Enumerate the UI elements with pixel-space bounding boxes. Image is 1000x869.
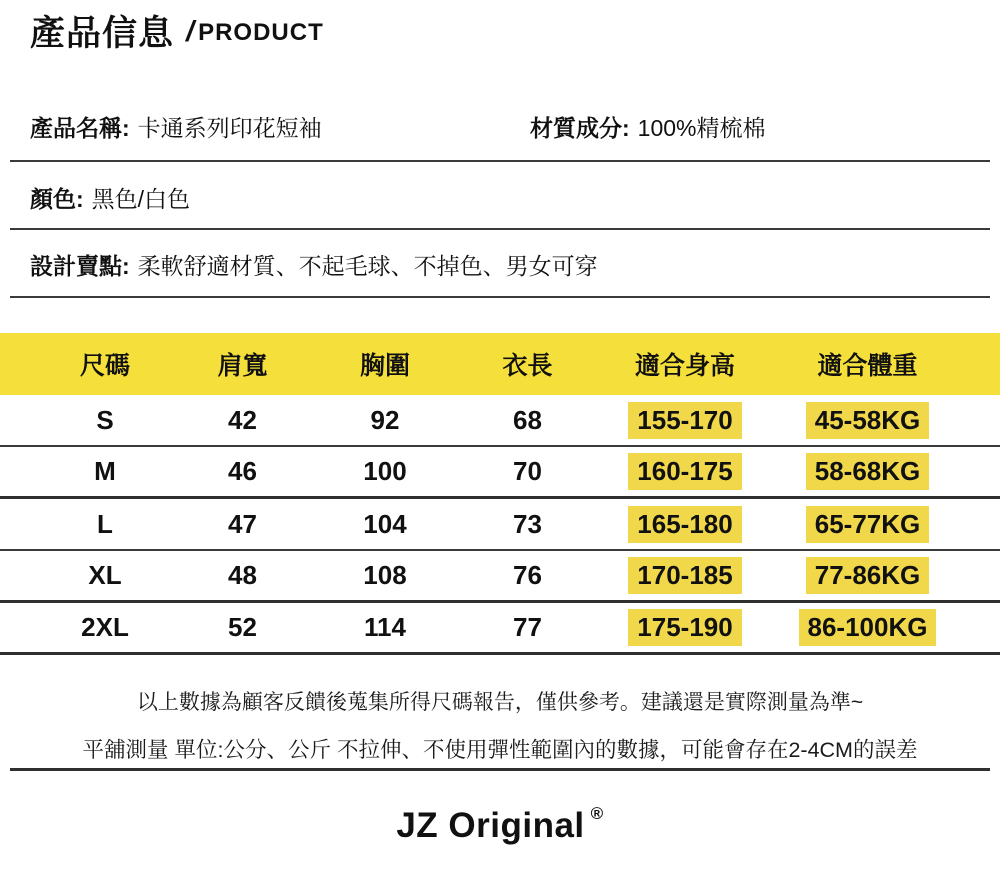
shoulder-cell: 42 [228,404,257,435]
registered-trademark-icon: ® [590,804,604,823]
length-cell: 70 [513,456,542,486]
size-cell: S [96,404,114,435]
height-highlight: 155-170 [628,402,741,439]
title-slash-separator: / [186,15,195,48]
table-row-l [0,499,1000,551]
product-name-pair [30,112,322,144]
length-cell: 76 [513,560,542,590]
size-cell: L [97,508,113,539]
material-label: 材質成分: [530,115,630,141]
length-cell: 73 [513,508,542,539]
height-highlight: 175-190 [628,609,741,646]
size-cell: XL [88,560,122,590]
column-header-height: 適合身高 [634,352,735,380]
size-table [0,333,1000,655]
chest-cell: 108 [363,560,407,590]
table-row-xl [0,551,1000,603]
chest-cell: 114 [364,612,406,642]
height-cell [595,609,775,646]
column-header-weight: 適合體重 [817,352,918,380]
column-header-size: 尺碼 [79,352,130,380]
shoulder-cell: 46 [228,456,257,486]
divider-rule [10,160,990,162]
info-row-product-name [30,112,970,144]
material-value: 100%精梳棉 [637,115,766,141]
disclaimer-note-2: 平舖測量 單位:公分、公斤 不拉伸、不使用彈性範圍內的數據，可能會存在2-4CM的誤差 [82,738,918,762]
shoulder-cell: 48 [228,560,257,590]
footer-rule [10,768,990,771]
page-title-chinese: 產品信息 [30,14,175,53]
product-name-label: 產品名稱: [30,115,130,141]
column-header-chest: 胸圍 [359,352,410,380]
height-highlight: 160-175 [628,453,741,490]
weight-cell [775,453,960,490]
divider-rule [10,296,990,298]
color-value: 黑色/白色 [91,186,191,212]
height-cell [595,402,775,439]
selling-points-value: 柔軟舒適材質、不起毛球、不掉色、男女可穿 [137,253,598,279]
table-row-m [0,447,1000,499]
table-row-s [0,395,1000,447]
chest-cell: 104 [363,508,407,539]
weight-cell [775,557,960,594]
size-table-header-row [0,333,1000,395]
weight-highlight: 86-100KG [799,609,937,646]
height-cell [595,506,775,543]
size-cell: 2XL [81,612,129,642]
length-cell: 68 [513,404,542,435]
size-cell: M [94,456,116,486]
weight-highlight: 65-77KG [806,506,930,543]
weight-highlight: 77-86KG [806,557,930,594]
chest-cell: 100 [363,456,407,486]
shoulder-cell: 52 [228,612,257,642]
weight-highlight: 45-58KG [806,402,930,439]
selling-points-pair [30,250,598,282]
table-row-2xl [0,603,1000,655]
disclaimer-note-1: 以上數據為顧客反饋後蒐集所得尺碼報告，僅供參考。建議還是實際測量為準~ [136,691,864,714]
height-cell [595,557,775,594]
selling-points-label: 設計賣點: [30,253,130,279]
material-pair [530,112,766,144]
color-pair [30,183,190,215]
shoulder-cell: 47 [228,508,257,539]
column-header-length: 衣長 [502,352,553,380]
weight-highlight: 58-68KG [806,453,930,490]
length-cell: 77 [513,612,542,642]
divider-rule [10,228,990,230]
brand-logo [0,804,1000,846]
chest-cell: 92 [370,404,400,435]
info-row-color [30,183,970,215]
height-cell [595,453,775,490]
height-highlight: 165-180 [628,506,741,543]
page-title-english: PRODUCT [198,19,324,46]
weight-cell [775,609,960,646]
brand-name: JZ Original [396,806,585,845]
height-highlight: 170-185 [628,557,741,594]
color-label: 顏色: [30,186,84,212]
product-name-value: 卡通系列印花短袖 [137,115,322,141]
page-title [30,6,324,56]
column-header-shoulder: 肩寬 [217,352,268,380]
info-row-selling-points [30,250,970,282]
weight-cell [775,402,960,439]
weight-cell [775,506,960,543]
